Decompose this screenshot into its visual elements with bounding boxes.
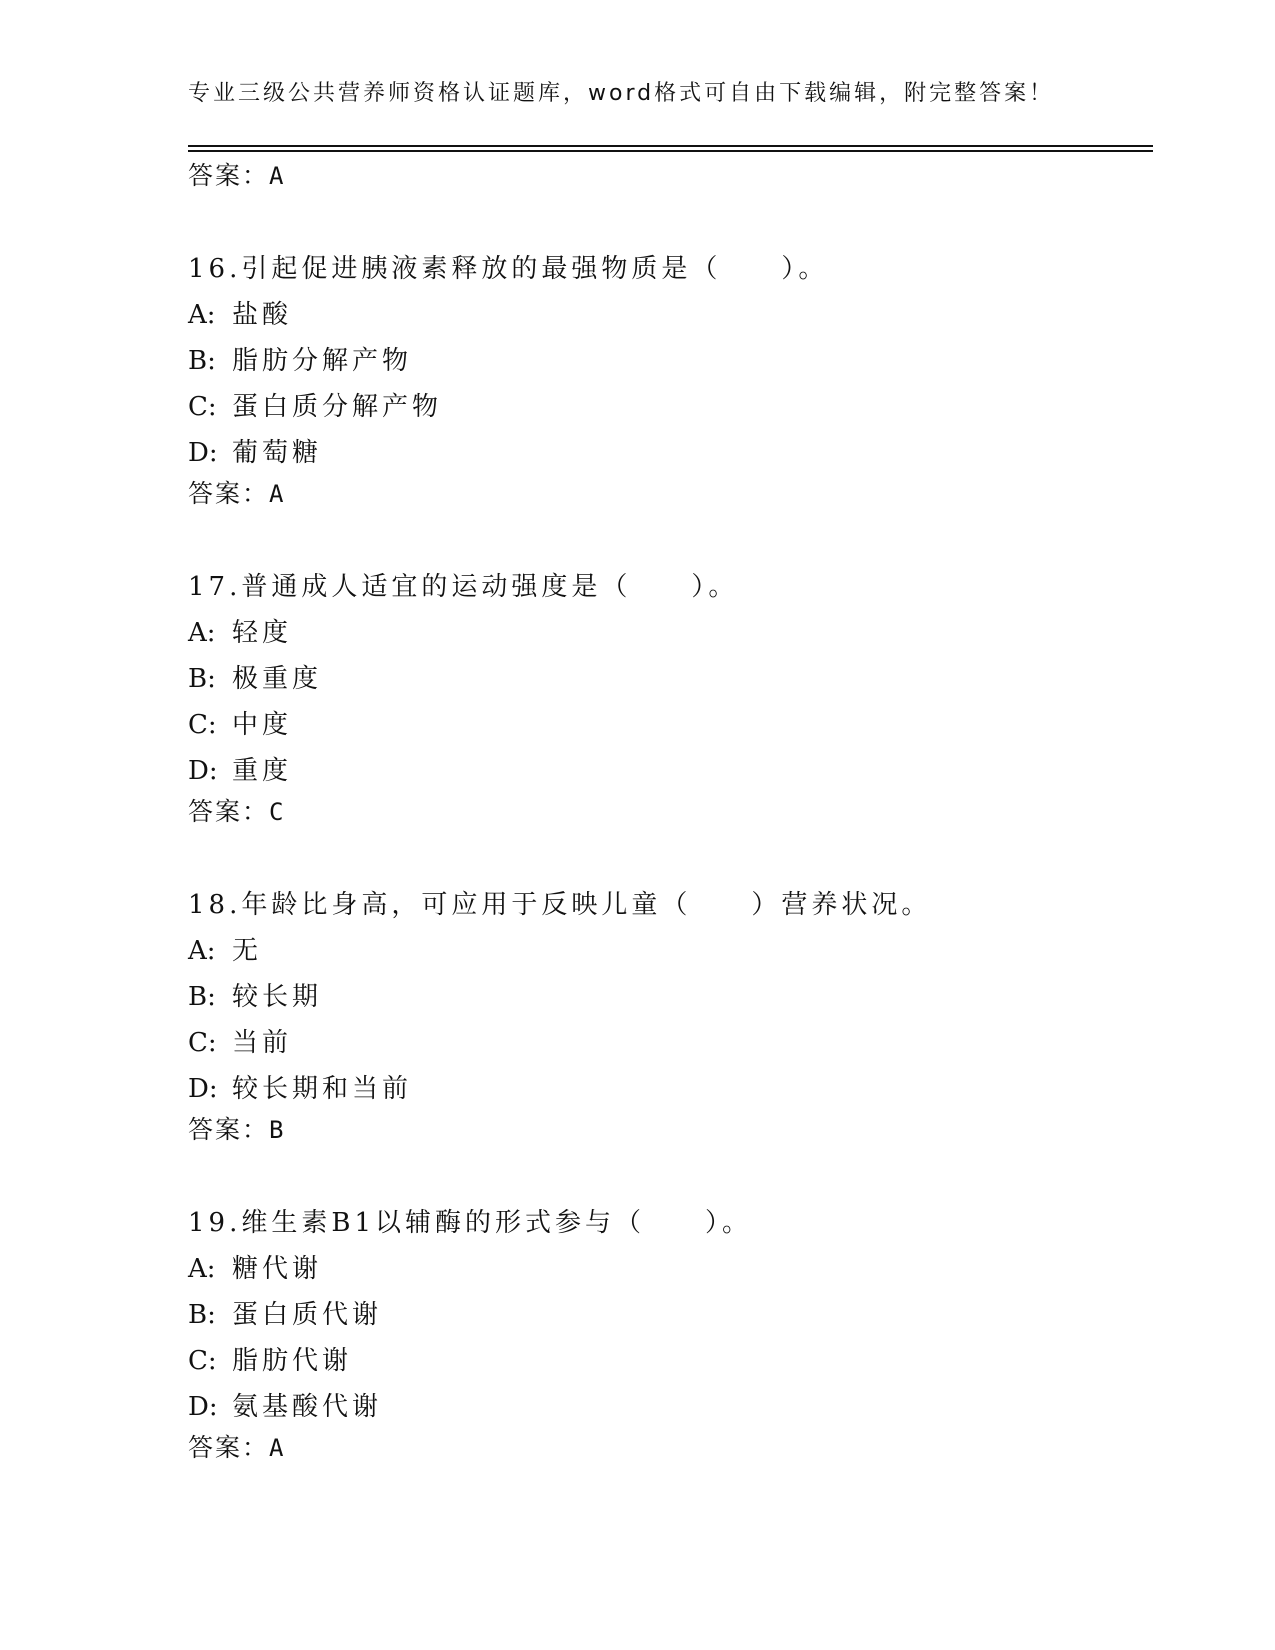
option-d	[188, 1384, 1153, 1430]
question-list	[188, 158, 1153, 1466]
question-18	[188, 882, 1153, 1148]
option-c	[188, 1338, 1153, 1384]
option-key: D:	[188, 1074, 218, 1104]
option-key: A:	[188, 300, 216, 330]
option-a	[188, 610, 1153, 656]
option-key: A:	[188, 936, 216, 966]
option-key: B:	[188, 664, 216, 694]
option-b	[188, 1292, 1153, 1338]
answer-value: A	[269, 480, 284, 508]
option-a	[188, 928, 1153, 974]
question-16	[188, 246, 1153, 512]
option-text: 盐酸	[232, 300, 293, 330]
page-header: 专业三级公共营养师资格认证题库，word格式可自由下载编辑，附完整答案！	[188, 81, 1055, 106]
option-b	[188, 974, 1153, 1020]
answer-label: 答案：	[188, 1433, 270, 1462]
answer-value: A	[269, 162, 284, 190]
answer-value: B	[269, 1116, 284, 1144]
option-d	[188, 748, 1153, 794]
question-answer	[188, 476, 1153, 512]
option-text: 无	[232, 936, 263, 966]
option-key: B:	[188, 1300, 216, 1330]
answer-label: 答案：	[188, 161, 270, 190]
option-key: D:	[188, 756, 218, 786]
question-title: 19.维生素B1以辅酶的形式参与（ ）。	[188, 1208, 752, 1238]
header-rule-bottom	[188, 150, 1153, 152]
option-key: B:	[188, 982, 216, 1012]
header-rule-top	[188, 145, 1153, 147]
question-17	[188, 564, 1153, 830]
question-title: 16.引起促进胰液素释放的最强物质是（ ）。	[188, 254, 829, 284]
option-text: 极重度	[232, 664, 323, 694]
option-a	[188, 292, 1153, 338]
option-c	[188, 702, 1153, 748]
option-d	[188, 430, 1153, 476]
answer-value: C	[269, 798, 284, 826]
option-text: 蛋白质分解产物	[232, 392, 443, 422]
option-text: 葡萄糖	[232, 438, 323, 468]
option-text: 重度	[232, 756, 293, 786]
option-key: A:	[188, 1254, 216, 1284]
option-key: D:	[188, 438, 218, 468]
option-d	[188, 1066, 1153, 1112]
question-19	[188, 1200, 1153, 1466]
option-text: 当前	[232, 1028, 293, 1058]
option-key: C:	[188, 1028, 217, 1058]
option-b	[188, 656, 1153, 702]
answer-value: A	[269, 1434, 284, 1462]
question-title: 17.普通成人适宜的运动强度是（ ）。	[188, 572, 739, 602]
question-answer	[188, 1112, 1153, 1148]
previous-answer	[188, 158, 1153, 194]
option-key: D:	[188, 1392, 218, 1422]
option-b	[188, 338, 1153, 384]
answer-label: 答案：	[188, 479, 270, 508]
option-text: 氨基酸代谢	[232, 1392, 383, 1422]
option-key: C:	[188, 392, 217, 422]
option-text: 中度	[232, 710, 293, 740]
option-text: 糖代谢	[232, 1254, 323, 1284]
option-text: 较长期和当前	[232, 1074, 413, 1104]
option-a	[188, 1246, 1153, 1292]
option-text: 较长期	[232, 982, 323, 1012]
option-c	[188, 1020, 1153, 1066]
option-text: 脂肪代谢	[232, 1346, 353, 1376]
option-c	[188, 384, 1153, 430]
question-title: 18.年龄比身高，可应用于反映儿童（ ）营养状况。	[188, 890, 932, 920]
answer-label: 答案：	[188, 797, 270, 826]
question-answer	[188, 794, 1153, 830]
answer-label: 答案：	[188, 1115, 270, 1144]
question-answer	[188, 1430, 1153, 1466]
option-key: B:	[188, 346, 216, 376]
option-text: 脂肪分解产物	[232, 346, 413, 376]
option-text: 轻度	[232, 618, 293, 648]
option-key: A:	[188, 618, 216, 648]
option-key: C:	[188, 710, 217, 740]
option-text: 蛋白质代谢	[232, 1300, 383, 1330]
option-key: C:	[188, 1346, 217, 1376]
